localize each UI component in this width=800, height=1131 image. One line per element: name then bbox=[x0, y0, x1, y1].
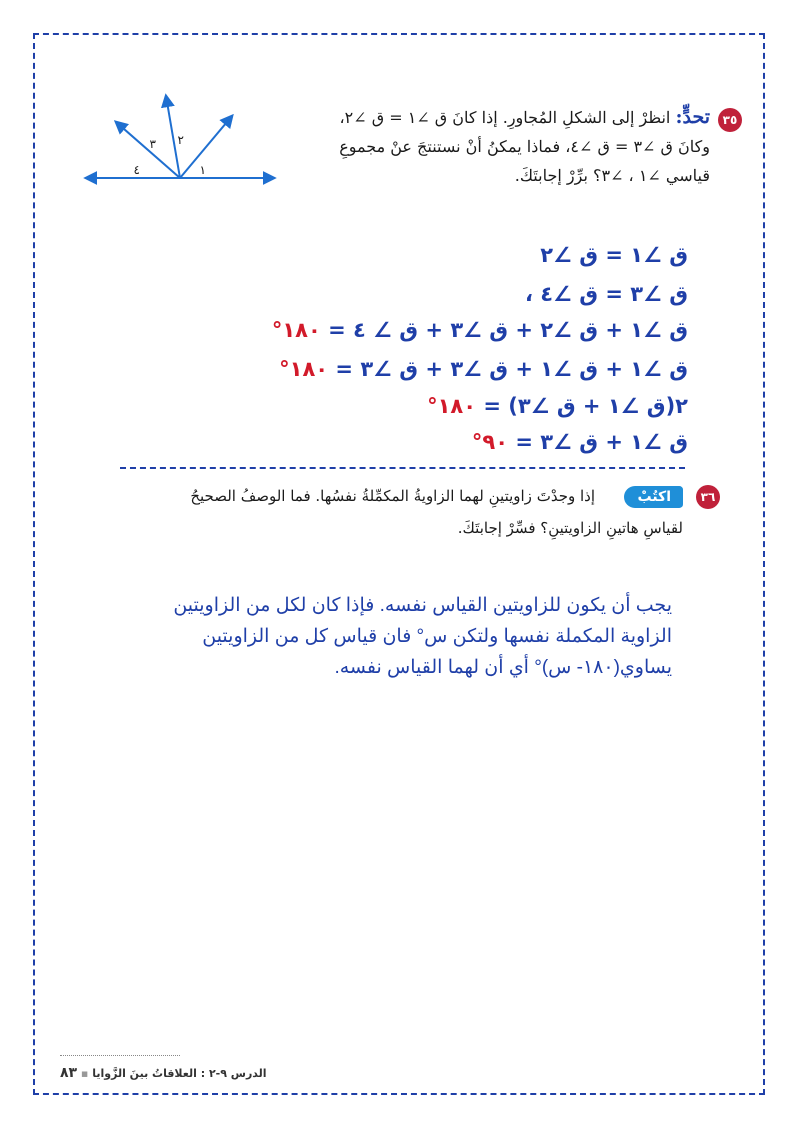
answer-36-line-3: يساوي(١٨٠- س)° أي أن لهما القياس نفسه. bbox=[334, 657, 672, 678]
question-36-badge: ٣٦ bbox=[696, 485, 720, 509]
question-35-text bbox=[280, 103, 710, 190]
section-divider bbox=[120, 467, 685, 469]
answer-35-line-5: ٢(ق ∠١ + ق ∠٣) = ١٨٠° bbox=[427, 394, 688, 418]
footer-rule bbox=[60, 1055, 180, 1056]
question-36-text bbox=[95, 482, 595, 511]
question-36-line-1: إذا وجدْتَ زاويتينِ لهما الزاويةُ المكمِّلةُ نفسُها. فما الوصفُ الصحيحُ bbox=[190, 487, 595, 505]
answer-36-line-1: يجب أن يكون للزاويتين القياس نفسه. فإذا كان لكل من الزاويتين bbox=[173, 595, 672, 616]
question-36-text-2 bbox=[163, 514, 683, 543]
angle-label-2: ٢ bbox=[177, 133, 184, 147]
page-number: ٨٣ bbox=[60, 1065, 78, 1081]
answer-35-line-1: ق ∠١ = ق ∠٢ bbox=[540, 243, 688, 267]
question-36-line-2: لقياسِ هاتينِ الزاويتينِ؟ فسِّرْ إجابتَكَ. bbox=[457, 519, 683, 537]
question-35-line-3: قياسي ∠١ ، ∠٣؟ برِّرْ إجابتَكَ. bbox=[514, 166, 710, 185]
answer-35-line-2: ق ∠٣ = ق ∠٤ ، bbox=[524, 282, 688, 306]
page-footer: الدرس ٩-٢ : العلاقاتُ بينَ الزَّوايا ▪ ٨٣ bbox=[60, 1065, 267, 1081]
answer-35-line-3: ق ∠١ + ق ∠٢ + ق ∠٣ + ق ∠ ٤ = ١٨٠° bbox=[271, 318, 688, 342]
write-label-tag: اكتُبْ bbox=[624, 486, 683, 508]
footer-lesson-title: الدرس ٩-٢ : العلاقاتُ بينَ الزَّوايا bbox=[92, 1067, 267, 1080]
answer-35-line-6: ق ∠١ + ق ∠٣ = ٩٠° bbox=[471, 430, 688, 454]
question-35-label: تحدٍّ: bbox=[675, 106, 710, 128]
angle-label-1: ١ bbox=[199, 163, 206, 177]
answer-35-line-4: ق ∠١ + ق ∠١ + ق ∠٣ + ق ∠٣ = ١٨٠° bbox=[279, 357, 688, 381]
answer-36 bbox=[112, 590, 672, 683]
question-35-badge: ٣٥ bbox=[718, 108, 742, 132]
angles-figure bbox=[80, 92, 280, 188]
angle-label-4: ٤ bbox=[133, 163, 140, 177]
question-35-line-2: وكانَ ق ∠٣ = ق ∠٤، فماذا يمكنُ أنْ نستنتجَ عنْ مجموعِ bbox=[339, 137, 710, 156]
ray-left bbox=[116, 122, 180, 178]
answer-36-line-2: الزاوية المكملة نفسها ولتكن س° فان قياس كل من الزاويتين bbox=[202, 626, 672, 647]
question-35-line-1: تحدٍّ: انظرْ إلى الشكلِ المُجاورِ. إذا كانَ ق ∠١ = ق ∠٢، bbox=[339, 106, 710, 128]
ray-right bbox=[177, 116, 232, 178]
page-border bbox=[33, 33, 765, 1095]
angle-label-3: ٣ bbox=[149, 137, 156, 151]
